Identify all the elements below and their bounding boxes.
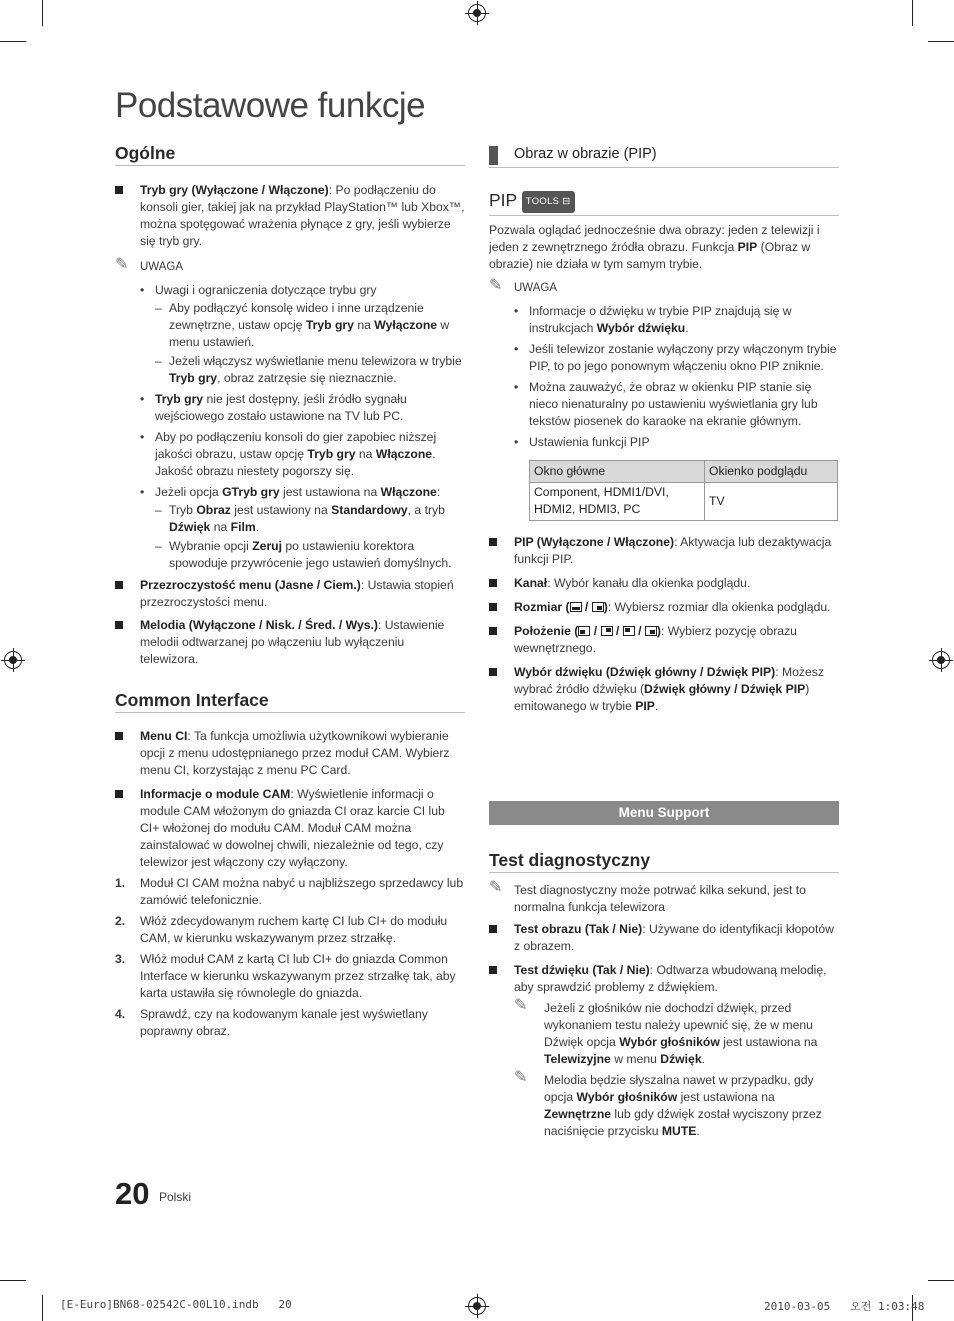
pip-position-top-right-icon [601,626,613,636]
table-header-cell: Okienko podglądu [705,461,838,483]
note-text: Jeśli telewizor zostanie wyłączony przy włączonym trybie PIP, to po jego ponownym włączeniu okno PIP zniknie. [529,342,837,373]
registration-mark-icon [4,651,22,669]
option-label: Rozmiar ( [514,600,570,614]
numbered-step [115,951,465,1002]
square-bullet-icon [115,581,123,589]
note-text: Jeżeli z głośników nie dochodzi dźwięk, przed wykonaniem testu należy upewnić się, że w menu Dźwięk opcja [544,1001,813,1049]
option-label: ) [656,624,661,638]
bullet-icon: • [140,392,145,406]
note-text: . [255,520,260,534]
option-text: : Wybór kanału dla okienka podglądu. [547,576,751,590]
section-heading-ogolne: Ogólne [115,145,465,166]
square-bullet-icon [115,186,123,194]
note-text: Wybranie opcji [169,539,253,553]
bullet-icon: • [140,430,145,444]
note-bold: Film [230,520,256,534]
list-item [489,534,839,568]
note-label: UWAGA [514,282,558,294]
table-header-row [530,461,838,483]
step-number: 2. [115,914,126,928]
registration-mark-icon [468,4,486,22]
option-label: Kanał [514,576,548,590]
step-text: Włóż moduł CAM z kartą CI lub CI+ do gniazda Common Interface w kierunku wskazywanym przez strzałkę tak, aby karta ustawiła się równolegle do gniazda. [140,952,456,1000]
square-bullet-icon [489,925,497,933]
square-bullet-icon [115,621,123,629]
square-bullet-icon [489,603,497,611]
option-text: : Możesz wybrać źródło dźwięku ( [514,665,824,696]
page-number: 20 [115,1176,150,1211]
option-label: Wybór dźwięku (Dźwięk główny / Dźwięk PIP) [514,665,776,679]
note-text: jest ustawiony na [230,503,332,517]
bullet-icon: • [140,283,145,297]
option-separator: / [581,600,592,614]
registration-mark-icon [932,651,950,669]
menu-support-banner: Menu Support [489,801,839,825]
option-text: : Po podłączeniu do konsoli gier, takiej jak na przykład PlayStation™ lub Xbox™, można spotęgować wrażenia płynące z gry, jeśli wybierze się tryb gry. [140,183,465,248]
note-bold: Zeruj [252,539,283,553]
crop-mark [928,1280,954,1281]
option-bold: PIP [635,699,655,713]
option-text: : Używane do identyfikacji kłopotów z obrazem. [514,922,834,953]
pencil-note-icon: ✎ [514,1069,528,1086]
pip-title: PIP [489,190,517,210]
crop-mark [928,41,954,42]
note-bold: Wyłączone [374,318,438,332]
step-text: Włóż zdecydowanym ruchem kartę CI lub CI+ do modułu CAM, w kierunku wskazywanym przez strzałkę. [140,914,448,945]
option-label: Informacje o module CAM [140,787,291,801]
note-item [489,997,839,1068]
numbered-step [115,1006,465,1040]
pencil-note-icon: ✎ [489,879,503,896]
square-bullet-icon [115,790,123,798]
note-text: . [696,1124,700,1138]
square-bullet-icon [489,627,497,635]
option-text: : Wybiersz rozmiar dla okienka podglądu. [607,600,831,614]
pip-position-bottom-left-icon [578,626,590,636]
note-item [489,379,839,430]
footer-timestamp: 2010-03-05 오전 1:03:48 [764,1300,925,1313]
note-bold: Obraz [196,503,231,517]
crop-mark [42,1295,43,1321]
note-text: Test diagnostyczny może potrwać kilka sekund, jest to normalna funkcja telewizora [514,883,806,914]
list-item [489,962,839,996]
note-item [489,434,839,451]
pip-size-large-icon [570,602,582,612]
note-bold: Włączone [375,447,433,461]
list-item [489,575,839,592]
numbered-step [115,913,465,947]
note-text: po ustawieniu korektora spowoduje przywrócenie jego ustawień domyślnych. [169,539,452,570]
note-bold: Włączone [380,485,437,499]
test-section [489,852,839,1140]
note-bold: Telewizyjne [544,1052,611,1066]
note-bold: GTryb gry [222,485,280,499]
note-bold: Wybór dźwięku [596,321,686,335]
note-item [489,341,839,375]
section-heading-common-interface: Common Interface [115,692,465,713]
table [529,460,838,521]
right-column [489,145,839,715]
intro-text: Pozwala oglądać jednocześnie dwa obrazy: jeden z telewizji i jeden z zewnętrznego źródła obrazu. Funkcja [489,223,820,254]
step-text: Moduł CI CAM można nabyć u najbliższego sprzedawcy lub zamówić telefonicznie. [140,876,464,907]
section-heading-test: Test diagnostyczny [489,852,839,873]
list-item [489,664,839,715]
step-number: 1. [115,876,126,890]
note-text: , obraz zatrzęsie się nieznacznie. [217,371,397,385]
square-bullet-icon [489,668,497,676]
note-item [489,303,839,337]
note-text: Aby po podłączeniu konsoli do gier zapobiec niższej jakości obrazu, ustaw opcję [155,430,437,461]
note-bold: Tryb gry [169,371,218,385]
note-text: Jeżeli opcja [155,485,223,499]
note-item [115,391,465,425]
numbered-steps [115,875,465,1040]
note-text: Aby podłączyć konsolę wideo i inne urządzenie zewnętrzne, ustaw opcję [169,301,424,332]
square-bullet-icon [115,732,123,740]
dash-icon: – [155,503,162,517]
note-text: na [353,318,375,332]
note-text: Ustawienia funkcji PIP [529,435,650,449]
crop-mark [42,0,43,26]
list-item [489,599,839,616]
list-item [115,182,465,250]
option-label: Tryb gry (Wyłączone / Włączone) [140,183,329,197]
note-item [115,484,465,501]
dash-icon: – [155,354,162,368]
option-bold: Dźwięk główny / Dźwięk PIP [644,682,806,696]
note-text: Tryb [169,503,197,517]
note-text: Informacje o dźwięku w trybie PIP znajdują się w instrukcjach [529,304,792,335]
option-separator: / [590,624,601,638]
note-text: . Jakość obrazu niestety pogorszy się. [155,447,436,478]
option-text: : Wybierz pozycję obrazu wewnętrznego. [514,624,797,655]
option-label: ) [603,600,608,614]
option-label: PIP (Wyłączone / Włączone) [514,535,675,549]
note-text: lub gdy dźwięk został wyciszony przez naciśnięcie przycisku [544,1107,822,1138]
numbered-step [115,875,465,909]
option-label: Przezroczystość menu (Jasne / Ciem.) [140,578,361,592]
option-text: : Wyświetlenie informacji o module CAM włożonym do gniazda CI oraz karcie CI lub CI+ włożonej do modułu CAM. Moduł CAM można zainstalować w dowolnej chwili, niezależnie od tego, czy telewizor jest włączony czy wyłączony. [140,787,445,869]
note-text: w menu ustawień. [169,318,450,349]
note-heading [489,277,839,297]
bullet-icon: • [140,485,145,499]
crop-mark [0,1280,26,1281]
pip-size-small-icon [592,602,604,612]
page-title: Podstawowe funkcje [115,86,426,125]
note-subitem [115,502,465,536]
section-label-pip [489,145,839,168]
option-label: Położenie ( [514,624,579,638]
list-item [115,617,465,668]
dash-icon: – [155,301,162,315]
note-item [115,429,465,480]
bullet-icon: • [514,342,519,356]
section-marker-icon [489,146,498,165]
table-cell: Component, HDMI1/DVI, HDMI2, HDMI3, PC [530,483,705,521]
pip-position-bottom-right-icon [645,626,657,636]
crop-mark [912,0,913,26]
note-bold: Dźwięk [169,520,211,534]
note-text: jest ustawiona na [677,1090,775,1104]
square-bullet-icon [489,538,497,546]
option-text: ) emitowanego w trybie [514,682,810,713]
option-label: Test obrazu (Tak / Nie) [514,922,643,936]
note-text: jest ustawiona na [719,1035,818,1049]
option-text: : Ustawienie melodii odtwarzanej po włączeniu lub wyłączeniu telewizora. [140,618,445,666]
option-text: : Ta funkcja umożliwia użytkownikowi wybieranie opcji z menu udostępnianego przez moduł CAM. Wybierz menu CI, korzystając z menu PC Card. [140,729,450,777]
note-subitem [115,300,465,351]
note-item [115,282,465,299]
bullet-icon: • [514,304,519,318]
note-bold: Zewnętrzne [544,1107,612,1121]
note-item [489,879,839,916]
tools-badge-icon: TOOLS ⊟ [522,191,575,213]
pip-heading [489,190,839,216]
option-label: Menu CI [140,729,188,743]
pip-position-top-left-icon [623,626,635,636]
note-bold: Wybór głośników [619,1035,720,1049]
note-text: Można zauważyć, że obraz w okienku PIP stanie się nieco nienaturalny po ustawieniu wyświetlania gry lub tekstów piosenek do karaoke na ekranie głównym. [529,380,818,428]
note-text: Jeżeli włączysz wyświetlanie menu telewizora w trybie [169,354,462,368]
pencil-note-icon: ✎ [489,277,503,294]
note-text: Melodia będzie słyszalna nawet w przypadku, gdy opcja [544,1073,814,1104]
option-separator: / [634,624,645,638]
note-bold: Tryb gry [155,392,204,406]
table-header-cell: Okno główne [530,461,705,483]
note-text: na [210,520,231,534]
note-bold: Wybór głośników [576,1090,678,1104]
note-text: nie jest dostępny, jeśli źródło sygnału wejściowego zostało ustawione na TV lub PC. [155,392,407,423]
option-text: : Ustawia stopień przezroczystości menu. [140,578,454,609]
note-bold: Dźwięk [660,1052,702,1066]
bullet-icon: • [514,380,519,394]
section-label: Obraz w obrazie (PIP) [514,146,657,162]
step-number: 4. [115,1007,126,1021]
note-text: : [436,485,441,499]
note-bold: Standardowy [331,503,408,517]
note-bold: MUTE [661,1124,697,1138]
note-bold: Tryb gry [305,318,354,332]
square-bullet-icon [489,579,497,587]
pip-settings-table [489,460,839,521]
intro-bold: PIP [737,240,758,254]
step-number: 3. [115,952,126,966]
step-text: Sprawdź, czy na kodowanym kanale jest wyświetlany poprawny obraz. [140,1007,428,1038]
dash-icon: – [155,539,162,553]
tools-label: TOOLS [525,196,560,207]
list-item [115,786,465,871]
list-item [489,921,839,955]
option-text: : Aktywacja lub dezaktywacja funkcji PIP. [514,535,832,566]
note-subitem [115,353,465,387]
square-bullet-icon [489,966,497,974]
note-text: . [701,1052,705,1066]
pencil-note-icon: ✎ [514,997,528,1014]
note-text: w menu [610,1052,661,1066]
note-text: jest ustawiona na [279,485,381,499]
pencil-note-icon: ✎ [115,256,129,273]
footer-file-info: [E-Euro]BN68-02542C-00L10.indb 20 [60,1298,292,1311]
note-label: UWAGA [140,261,184,273]
option-separator: / [612,624,623,638]
list-item [489,623,839,657]
note-subitem [115,538,465,572]
note-heading [115,256,465,276]
option-label: Melodia (Wyłączone / Nisk. / Śred. / Wys.) [140,618,378,632]
registration-mark-icon [468,1297,486,1315]
intro-text: (Obraz w obrazie) nie działa w tym samym trybie. [489,240,811,271]
list-item [115,728,465,779]
crop-mark [0,41,26,42]
option-text: . [654,699,659,713]
note-text: na [355,447,376,461]
list-item [115,577,465,611]
option-text: : Odtwarza wbudowaną melodię, aby sprawdzić problemy z dźwiękiem. [514,963,827,994]
note-text: Uwagi i ograniczenia dotyczące trybu gry [155,283,377,297]
pip-intro [489,222,839,273]
page-language: Polski [159,1190,192,1204]
note-item [489,1069,839,1140]
note-text: . [685,321,689,335]
bullet-icon: • [514,435,519,449]
note-text: , a tryb [407,503,445,517]
option-label: Test dźwięku (Tak / Nie) [514,963,650,977]
table-cell: TV [705,483,838,521]
note-bold: Tryb gry [307,447,356,461]
table-row [530,483,838,521]
left-column [115,145,465,1040]
